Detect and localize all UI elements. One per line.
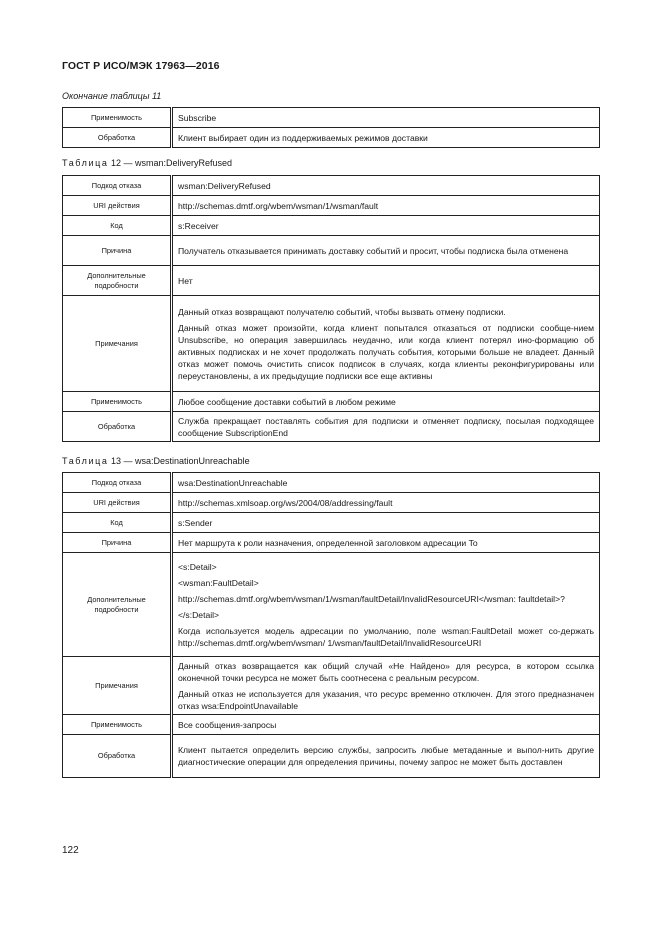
detail-line: <wsman:FaultDetail> — [178, 577, 259, 588]
table-row — [63, 176, 600, 196]
row-value: Нет — [172, 266, 600, 296]
table-row — [63, 296, 600, 392]
table13-caption-title: 13 — wsa:DestinationUnreachable — [108, 456, 250, 466]
detail-line: Когда используется модель адресации по умолчанию, поле wsman:FaultDetail может со-держать http://schemas.dmtf.org/wbem/wsman/ 1/wsman/faultDetail/InvalidResourceURI — [178, 625, 594, 648]
document-header: ГОСТ Р ИСО/МЭК 17963—2016 — [62, 60, 220, 72]
row-value: s:Receiver — [172, 216, 600, 236]
table-row — [63, 735, 600, 778]
row-label: Применимость — [63, 108, 172, 128]
table-row — [63, 412, 600, 442]
row-label: Применимость — [63, 715, 172, 735]
table-row — [63, 473, 600, 493]
row-value: Все сообщения-запросы — [172, 715, 600, 735]
row-label: Обработка — [63, 735, 172, 778]
row-value: http://schemas.dmtf.org/wbem/wsman/1/wsman/fault — [172, 196, 600, 216]
row-value: Subscribe — [172, 108, 600, 128]
row-label: Применимость — [63, 392, 172, 412]
row-label: Причина — [63, 236, 172, 266]
row-value: Нет маршрута к роли назначения, определенной заголовком адресации To — [172, 533, 600, 553]
row-value: wsa:DestinationUnreachable — [172, 473, 600, 493]
table-13 — [62, 472, 600, 778]
note-paragraph: Данный отказ возвращают получателю событий, чтобы вызвать отмену подписки. — [178, 306, 506, 317]
row-label: Подкод отказа — [63, 176, 172, 196]
row-label: Подкод отказа — [63, 473, 172, 493]
row-value: Клиент выбирает один из поддерживаемых режимов доставки — [172, 128, 600, 148]
table-row — [63, 493, 600, 513]
table-12 — [62, 175, 600, 442]
table-row — [63, 513, 600, 533]
row-label: Обработка — [63, 128, 172, 148]
detail-line: </s:Detail> — [178, 609, 220, 620]
row-label: Дополнительные подробности — [63, 266, 172, 296]
row-label: Примечания — [63, 296, 172, 392]
row-label: URI действия — [63, 493, 172, 513]
row-label: Причина — [63, 533, 172, 553]
row-label: Примечания — [63, 657, 172, 715]
row-value — [172, 553, 600, 657]
row-value: s:Sender — [172, 513, 600, 533]
page-number: 122 — [62, 845, 79, 856]
row-value: Любое сообщение доставки событий в любом режиме — [172, 392, 600, 412]
row-value: wsman:DeliveryRefused — [172, 176, 600, 196]
table-row — [63, 236, 600, 266]
row-label: URI действия — [63, 196, 172, 216]
table-row — [63, 128, 600, 148]
detail-line: <s:Detail> — [178, 561, 217, 572]
note-paragraph: Данный отказ может произойти, когда клиент попытался отказаться от подписки сообще-нием Unsubscribe, но операция завершилась неудачно, или когда клиент потерял ино-формацию об активных подписках и не хочет продолжать получать события, которыми больше не владеет. Данный отказ может помочь очистить список подписок в случаях, когда клиенты реконфигурированы или переустановлены, а их предыдущие подписки все еще активны — [178, 322, 594, 381]
table-row — [63, 553, 600, 657]
row-value: http://schemas.xmlsoap.org/ws/2004/08/addressing/fault — [172, 493, 600, 513]
table11-caption: Окончание таблицы 11 — [62, 91, 162, 101]
table12-caption-word: Таблица — [62, 158, 109, 168]
table-11-end — [62, 107, 600, 148]
row-label: Дополнительные подробности — [63, 553, 172, 657]
table-row — [63, 196, 600, 216]
table-row — [63, 108, 600, 128]
row-value — [172, 296, 600, 392]
row-label: Код — [63, 513, 172, 533]
note-paragraph: Данный отказ не используется для указания, что ресурс временно отключен. Для этого предназначен отказ wsa:EndpointUnavailable — [178, 688, 594, 711]
table-row — [63, 392, 600, 412]
table13-caption-word: Таблица — [62, 456, 109, 466]
row-value: Получатель отказывается принимать доставку событий и просит, чтобы подписка была отменена — [172, 236, 600, 266]
table-row — [63, 533, 600, 553]
row-value — [172, 657, 600, 715]
row-value: Служба прекращает поставлять события для подписки и отменяет подписку, посылая подходящее сообщение SubscriptionEnd — [172, 412, 600, 442]
table12-caption — [62, 158, 232, 168]
row-label: Обработка — [63, 412, 172, 442]
table-row — [63, 216, 600, 236]
row-value: Клиент пытается определить версию службы, запросить любые метаданные и выпол-нить другие диагностические операции для определения причины, почему запрос не может быть доставлен — [172, 735, 600, 778]
table-row — [63, 715, 600, 735]
row-label: Код — [63, 216, 172, 236]
table12-caption-title: 12 — wsman:DeliveryRefused — [108, 158, 233, 168]
table13-caption — [62, 456, 250, 466]
table-row — [63, 266, 600, 296]
table-row — [63, 657, 600, 715]
detail-line: http://schemas.dmtf.org/wbem/wsman/1/wsman/faultDetail/InvalidResourceURI</wsman: faultdetail>? — [178, 593, 565, 604]
note-paragraph: Данный отказ возвращается как общий случай «Не Найдено» для ресурса, в котором ссылка оконечной точки ресурса не может быть соотнесена с реальным ресурсом. — [178, 660, 594, 683]
